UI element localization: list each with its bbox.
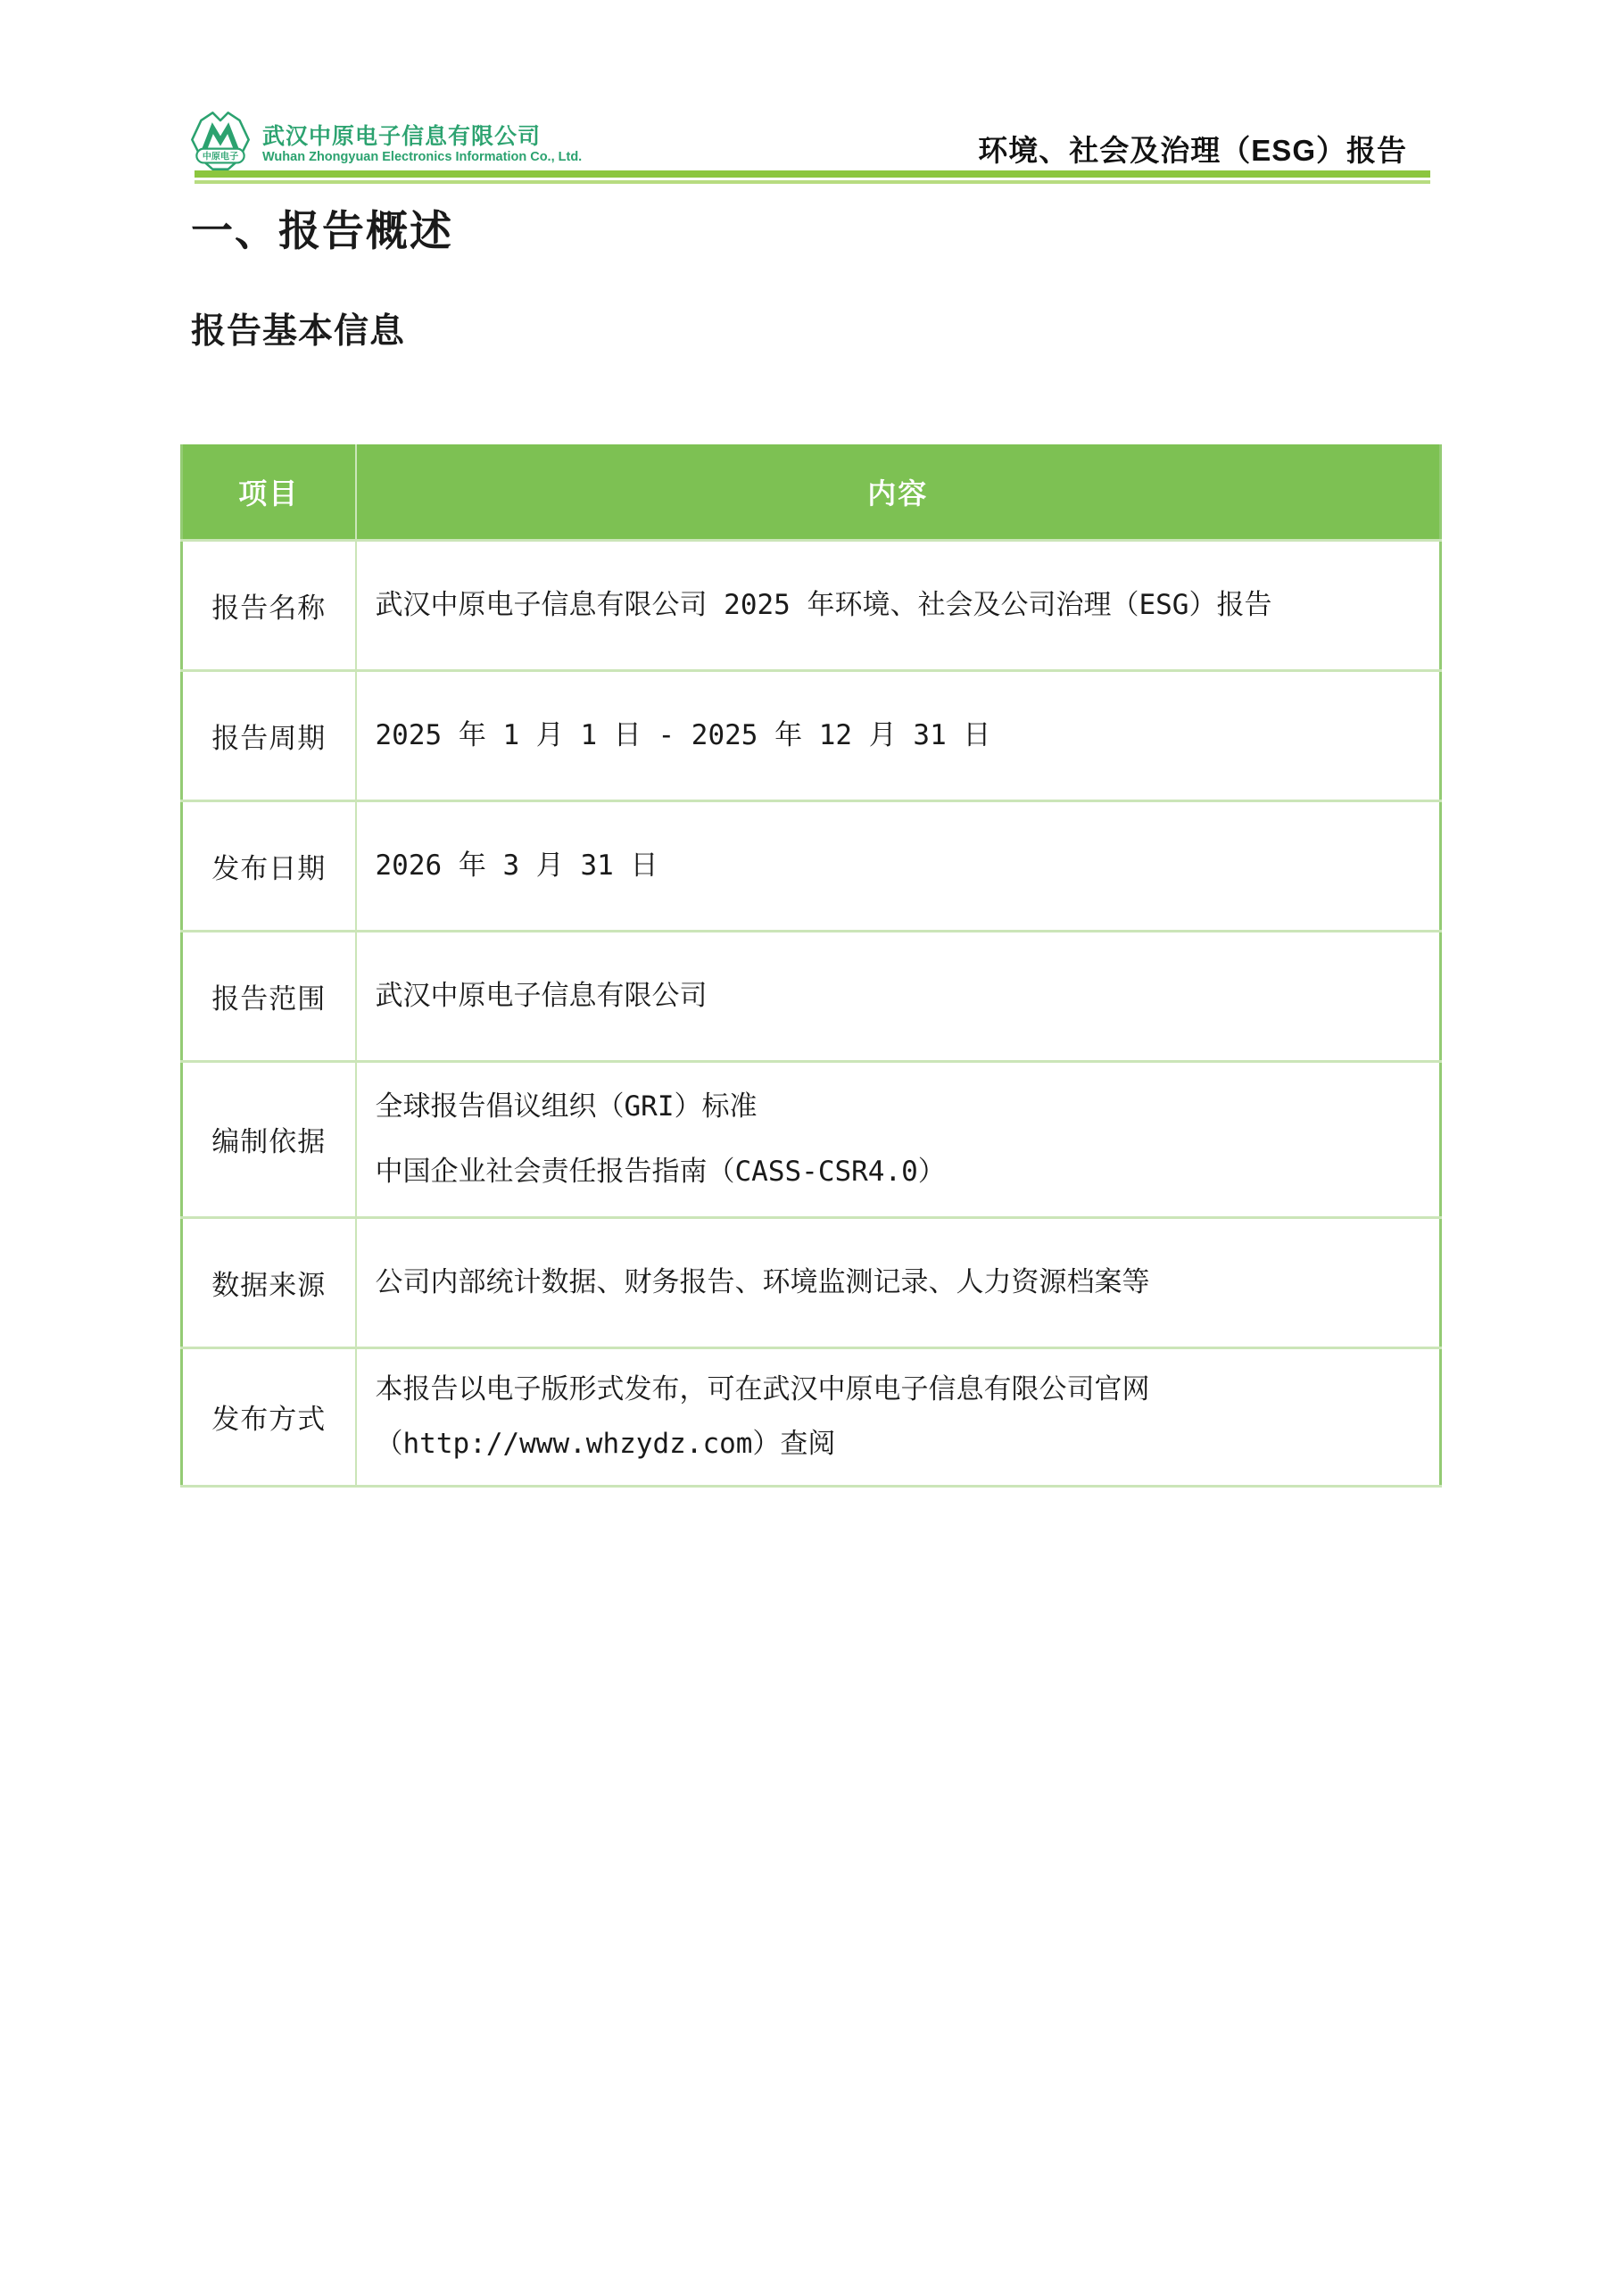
table-header-content: 内容: [356, 444, 1441, 540]
content-line: 2026 年 3 月 31 日: [375, 849, 658, 882]
content-line: （http://www.whzydz.com）查阅: [375, 1428, 836, 1460]
content-line: 公司内部统计数据、财务报告、环境监测记录、人力资源档案等: [375, 1265, 1150, 1298]
row-label: 数据来源: [182, 1217, 356, 1347]
table-row-data-source: [182, 1217, 1441, 1347]
row-label: 报告范围: [182, 931, 356, 1061]
row-label: 编制依据: [182, 1061, 356, 1217]
row-content: [356, 540, 1441, 670]
company-logo-icon: [188, 109, 253, 173]
table-row-publish-date: [182, 800, 1441, 931]
row-label: 发布方式: [182, 1347, 356, 1486]
content-line: 本报告以电子版形式发布，可在武汉中原电子信息有限公司官网: [375, 1372, 1150, 1405]
table-row-report-name: [182, 540, 1441, 670]
row-label: 发布日期: [182, 800, 356, 931]
content-line: 全球报告倡议组织（GRI）标准: [375, 1090, 758, 1123]
company-name-en: Wuhan Zhongyuan Electronics Information Co., Ltd.: [262, 150, 583, 164]
row-content: [356, 800, 1441, 931]
report-info-table: [180, 444, 1442, 1488]
header-rule-thin: [195, 180, 1430, 184]
row-content: [356, 670, 1441, 800]
row-content: [356, 931, 1441, 1061]
row-content: [356, 1217, 1441, 1347]
row-content: [356, 1347, 1441, 1486]
table-row-report-scope: [182, 931, 1441, 1061]
section-title: 一、报告概述: [191, 207, 453, 254]
content-line: 武汉中原电子信息有限公司 2025 年环境、社会及公司治理（ESG）报告: [375, 588, 1272, 621]
row-content: [356, 1061, 1441, 1217]
content-line: 中国企业社会责任报告指南（CASS-CSR4.0）: [375, 1156, 946, 1188]
table-row-report-period: [182, 670, 1441, 800]
content-line: 2025 年 1 月 1 日 - 2025 年 12 月 31 日: [375, 718, 991, 751]
subsection-title: 报告基本信息: [191, 312, 406, 351]
table-row-publish-method: [182, 1347, 1441, 1486]
table-row-preparation-basis: [182, 1061, 1441, 1217]
report-title: 环境、社会及治理（ESG）报告: [978, 134, 1407, 167]
logo-badge-text: 中原电子: [202, 152, 239, 162]
company-name-cn: 武汉中原电子信息有限公司: [262, 124, 542, 149]
header-rule-thick: [195, 170, 1430, 178]
row-label: 报告名称: [182, 540, 356, 670]
row-label: 报告周期: [182, 670, 356, 800]
table-header-item: 项目: [182, 444, 356, 540]
table-header-row: [182, 444, 1441, 540]
content-line: 武汉中原电子信息有限公司: [375, 979, 708, 1012]
